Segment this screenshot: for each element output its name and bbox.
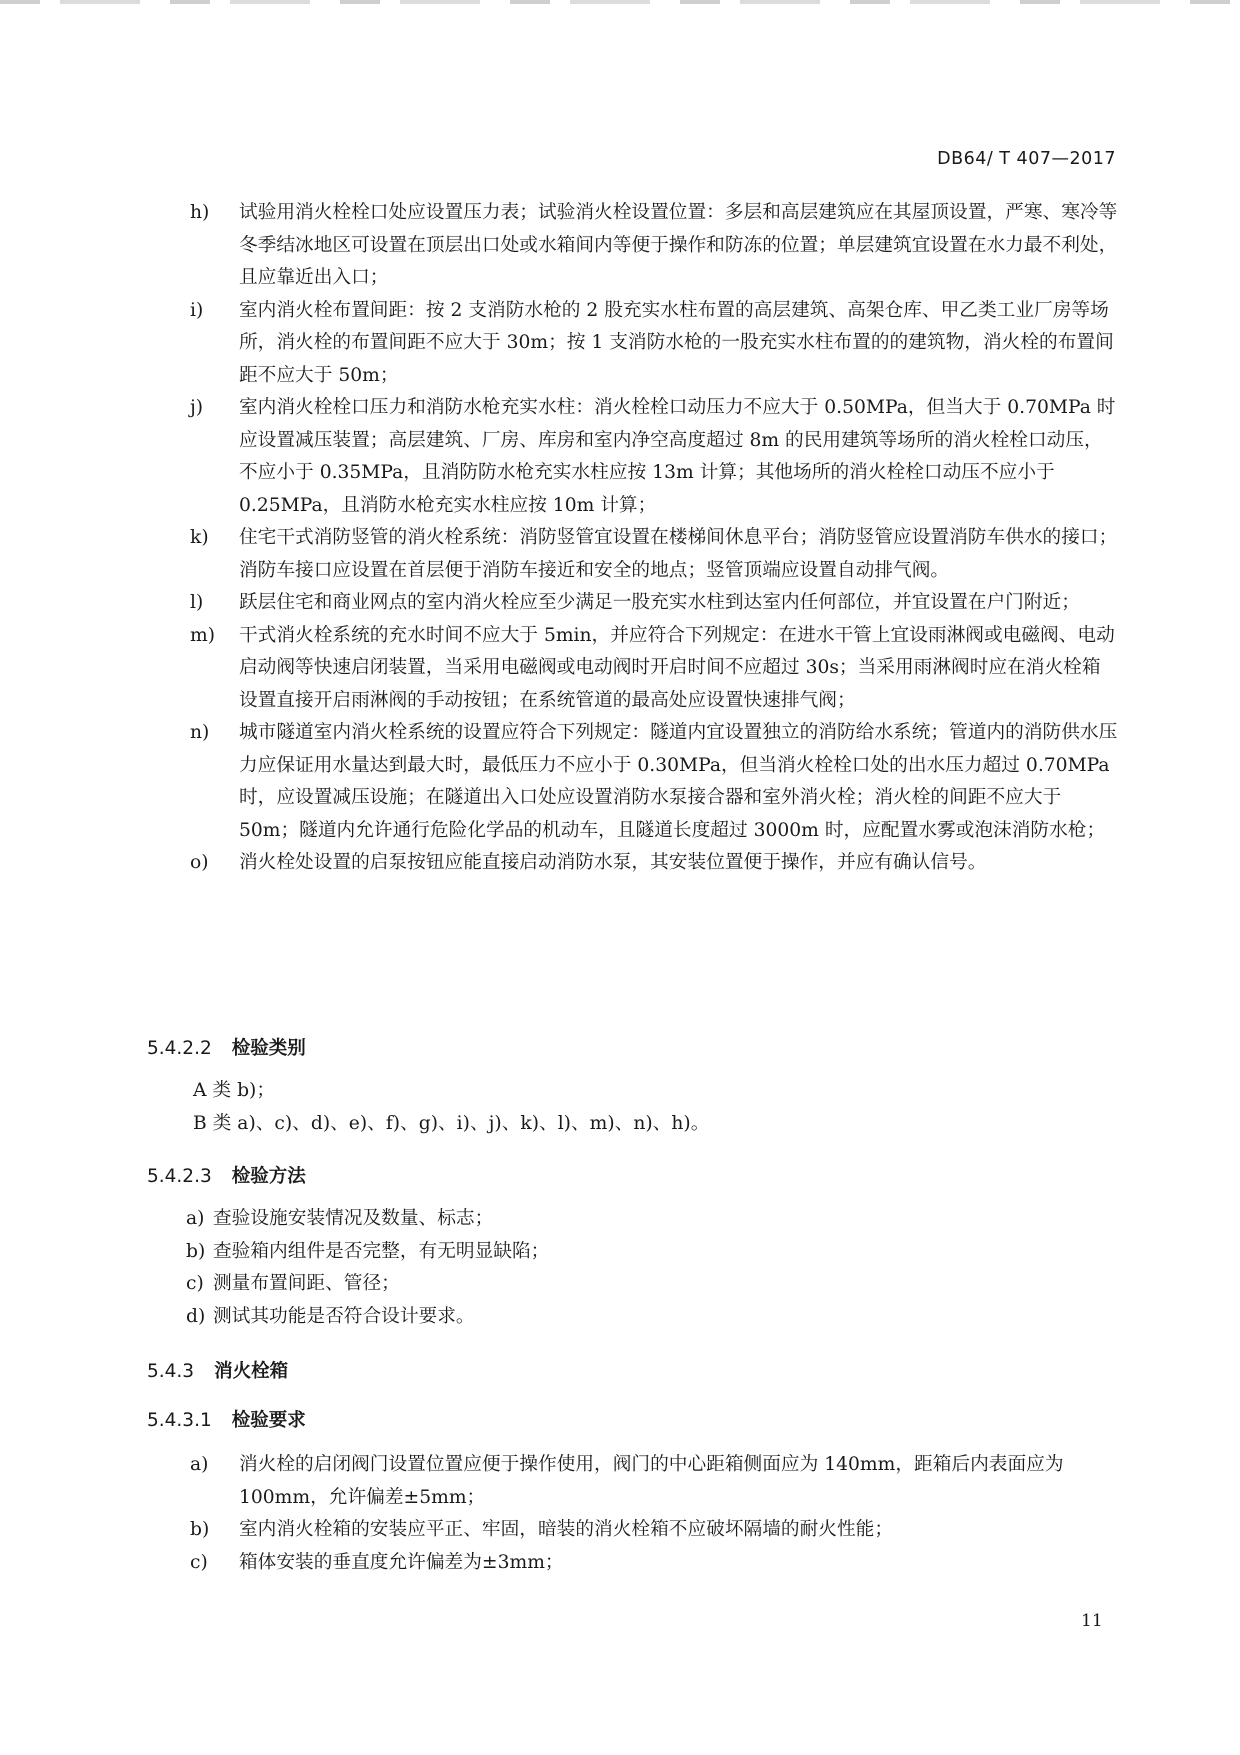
section-number: 5.4.2.3 [147,1166,212,1187]
list-marker: h) [190,202,210,223]
section-heading-5-4-3-1 [147,1406,306,1432]
list-item-n [190,717,1118,847]
list-item-o [190,847,1118,880]
list-item-text: 箱体安装的垂直度允许偏差为±3mm； [239,1551,564,1573]
requirement-list-2 [190,1449,1118,1579]
list-item-j [190,392,1118,522]
list-marker: k) [190,527,209,548]
list-item-text: 查验箱内组件是否完整，有无明显缺陷； [213,1240,550,1262]
list-marker: n) [190,722,210,743]
list-item-text: 室内消火栓箱的安装应平正、牢固，暗装的消火栓箱不应破坏隔墙的耐火性能； [239,1519,894,1540]
list-item-text: 跃层住宅和商业网点的室内消火栓应至少满足一股充实水柱到达室内任何部位，并宜设置在户门附近； [239,592,1080,613]
list-item-h [190,197,1118,295]
list-item-text: 消火栓处设置的启泵按钮应能直接启动消防水泵，其安装位置便于操作，并应有确认信号。 [239,852,987,873]
list-item-c [190,1547,1118,1580]
list-item-a [190,1449,1118,1514]
list-marker: b) [190,1519,210,1540]
category-a: A 类 b)； [193,1080,276,1101]
list-item-text: 城市隧道室内消火栓系统的设置应符合下列规定：隧道内宜设置独立的消防给水系统；管道内的消防供水压力应保证用水量达到最大时，最低压力不应小于 0.30MPa，但当消火栓栓口处的出水压力超过 0.70MPa 时，应设置减压设施；在隧道出入口处应设置消防水泵接合器和室外消火栓；消火栓的间距不应大于 50m；隧道内允许通行危险化学品的机动车，且隧道长度超过 3000m 时，应配置水雾或泡沫消防水枪； [239,722,1118,841]
section-number: 5.4.3.1 [147,1410,212,1431]
list-marker: o) [190,852,209,873]
requirement-list-1 [190,197,1118,880]
list-item-text: 室内消火栓布置间距：按 2 支消防水枪的 2 股充实水柱布置的高层建筑、高架仓库、甲乙类工业厂房等场所，消火栓的布置间距不应大于 30m；按 1 支消防水枪的一股充实水柱布置的的建筑物，消火栓的布置间距不应大于 50m； [239,299,1114,386]
list-item-text: 测量布置间距、管径； [213,1273,400,1294]
page-number: 11 [1081,1611,1103,1631]
list-item-text: 测试其功能是否符合设计要求。 [213,1305,475,1327]
list-item-b [190,1514,1118,1547]
list-item-k [190,522,1118,587]
list-item-text: 试验用消火栓栓口处应设置压力表；试验消火栓设置位置：多层和高层建筑应在其屋顶设置，严寒、寒冷等冬季结冰地区可设置在顶层出口处或水箱间内等便于操作和防冻的位置；单层建筑宜设置在水力最不利处，且应靠近出入口； [239,202,1118,288]
list-item-m [190,620,1118,718]
method-list [186,1203,549,1333]
category-b: B 类 a)、c)、d)、e)、f)、g)、i)、j)、k)、l)、m)、n)、h)。 [193,1113,710,1134]
list-item-text: 室内消火栓栓口压力和消防水枪充实水柱：消火栓栓口动压力不应大于 0.50MPa，但当大于 0.70MPa 时应设置减压装置；高层建筑、厂房、库房和室内净空高度超过 8m 的民用建筑等场所的消火栓栓口动压，不应小于 0.35MPa，且消防防水枪充实水柱应按 13m 计算；其他场所的消火栓栓口动压不应小于 0.25MPa，且消防水枪充实水柱应按 10m 计算； [239,397,1116,516]
list-marker: d) [186,1305,206,1327]
list-item-text: 查验设施安装情况及数量、标志； [213,1208,494,1229]
section-title: 检验方法 [231,1166,306,1187]
list-marker: a) [190,1454,209,1475]
section-heading-5-4-2-3 [147,1162,306,1188]
list-item-i [190,295,1118,393]
list-marker: c) [190,1551,208,1573]
list-marker: m) [190,624,216,646]
list-marker: l) [190,592,204,613]
section-number: 5.4.3 [147,1361,195,1382]
list-item-text: 住宅干式消防竖管的消火栓系统：消防竖管宜设置在楼梯间休息平台；消防竖管应设置消防车供水的接口；消防车接口应设置在首层便于消防车接近和安全的地点；竖管顶端应设置自动排气阀。 [239,527,1118,581]
list-marker: a) [186,1208,205,1229]
list-item-text: 干式消火栓系统的充水时间不应大于 5min，并应符合下列规定：在进水干管上宜设雨淋阀或电磁阀、电动启动阀等快速启闭装置，当采用电磁阀或电动阀时开启时间不应超过 30s；当采用雨淋阀时应在消火栓箱设置直接开启雨淋阀的手动按钮；在系统管道的最高处应设置快速排气阀； [239,624,1115,711]
section-heading-5-4-3 [147,1357,288,1383]
method-item [186,1203,549,1236]
list-marker: b) [186,1240,206,1262]
section-number: 5.4.2.2 [147,1038,212,1059]
section-title: 消火栓箱 [214,1361,289,1382]
list-marker: j) [190,397,204,418]
section-title: 检验类别 [231,1038,306,1059]
method-item [186,1268,549,1301]
list-marker: c) [186,1273,204,1294]
document-code: DB64/ T 407—2017 [937,149,1116,169]
method-item [186,1236,549,1269]
list-marker: i) [190,299,204,321]
scan-edge [0,0,1240,4]
section-title: 检验要求 [231,1410,306,1431]
section-heading-5-4-2-2 [147,1034,306,1060]
method-item [186,1301,549,1334]
list-item-l [190,587,1118,620]
list-item-text: 消火栓的启闭阀门设置位置应便于操作使用，阀门的中心距箱侧面应为 140mm，距箱后内表面应为 100mm，允许偏差±5mm； [239,1454,1064,1508]
